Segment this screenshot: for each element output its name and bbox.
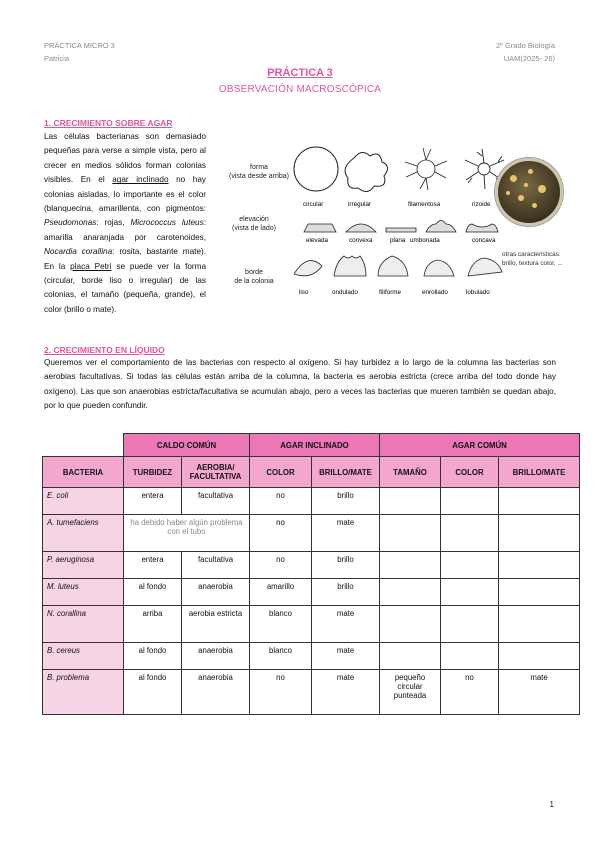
turbidez-cell: al fondo	[124, 670, 182, 715]
color-cell: no	[250, 488, 312, 515]
col-brillo: BRILLO/MATE	[312, 457, 380, 488]
author-name: Patricia	[44, 54, 70, 63]
aerobia-cell: anaerobia	[182, 670, 250, 715]
brillo2-cell	[499, 515, 580, 552]
elevacion-cap-1: convexa	[349, 237, 373, 244]
micrococcus-term: Micrococcus luteus	[130, 218, 204, 228]
bacteria-name: A. tumefaciens	[43, 515, 124, 552]
color-cell: no	[250, 670, 312, 715]
col-turbidez: TURBIDEZ	[124, 457, 182, 488]
color2-cell: no	[441, 670, 499, 715]
section2-heading: 2. CRECIMIENTO EN LÍQUIDO	[44, 345, 165, 355]
table-row	[43, 606, 580, 643]
forma-label: forma (vista desde arriba)	[229, 164, 289, 180]
filamentous-colony-icon	[405, 148, 447, 190]
brillo-cell: brillo	[312, 488, 380, 515]
borde-cap-1: ondulado	[332, 289, 358, 296]
bacteria-name: P. aeruginosa	[43, 552, 124, 579]
color2-cell	[441, 488, 499, 515]
color2-cell	[441, 643, 499, 670]
tamano-cell	[380, 552, 441, 579]
brillo2-cell	[499, 643, 580, 670]
col-brillo-2: BRILLO/MATE	[499, 457, 580, 488]
color2-cell	[441, 552, 499, 579]
tamano-cell	[380, 488, 441, 515]
tamano-cell	[380, 606, 441, 643]
caption-line: brillo, textura color, ...	[502, 260, 563, 267]
forma-cap-2: filamentosa	[408, 201, 441, 208]
turbidez-cell: arriba	[124, 606, 182, 643]
section2-paragraph: Queremos ver el comportamiento de las bacterias con respecto al oxígeno. Si hay turbidez a lo largo de la columna las bacterias son aerobias facultativas. Si todas las células están arriba de la columna, la bacteria es aerobia estricta (crece arriba del todo donde hay oxígeno). Las que son anaerobias estricta/facultativa se acumulan abajo, pero a veces las bacterias que mueren también se quedan abajo, por lo que pueden confundir.	[44, 358, 556, 411]
table-row	[43, 515, 580, 552]
col-color: COLOR	[250, 457, 312, 488]
color-cell: no	[250, 515, 312, 552]
brillo-cell: mate	[312, 606, 380, 643]
group-agar-comun: AGAR COMÚN	[380, 434, 580, 457]
table-row	[43, 670, 580, 715]
aerobia-cell: facultativa	[182, 488, 250, 515]
bacteria-name: N. corallina	[43, 606, 124, 643]
colony-drawings	[286, 144, 536, 319]
group-agar-inclinado: AGAR INCLINADO	[250, 434, 380, 457]
bacteria-name: M. luteus	[43, 579, 124, 606]
turbidez-cell: al fondo	[124, 643, 182, 670]
agar-inclinado-term: agar inclinado	[112, 175, 169, 185]
section1-paragraph	[44, 130, 206, 317]
col-aerobia: AEROBIA/ FACULTATIVA	[182, 457, 250, 488]
color2-cell	[441, 606, 499, 643]
text-span: se puede ver la forma (circular, borde liso o irregular) de las colonias, el tamaño (pequeña, grande), el color (brillo o mate).	[44, 261, 206, 314]
color-cell: amarillo	[250, 579, 312, 606]
brillo-cell: mate	[312, 643, 380, 670]
results-table	[42, 433, 580, 715]
forma-cap-3: rizoide	[472, 201, 491, 208]
tamano-cell	[380, 515, 441, 552]
brillo-cell: brillo	[312, 579, 380, 606]
merged-note-cell: ha debido haber algún problema con el tubo	[124, 515, 250, 552]
nocardia-term: Nocardia corallina	[44, 247, 113, 257]
page-title: PRÁCTICA 3	[267, 67, 333, 79]
table-group-header	[43, 434, 580, 457]
pseudomonas-term: Pseudomonas	[44, 218, 97, 228]
table-row	[43, 488, 580, 515]
brillo2-cell	[499, 579, 580, 606]
caption-line: otras caracteristicas:	[502, 251, 561, 258]
elevacion-cap-0: elevada	[306, 237, 329, 244]
text-span: : rojas,	[96, 218, 131, 228]
tamano-cell: pequeño circular punteada	[380, 670, 441, 715]
col-bacteria: BACTERIA	[43, 457, 124, 488]
color-cell: blanco	[250, 643, 312, 670]
bacteria-name: E. coli	[43, 488, 124, 515]
header-right	[496, 39, 555, 65]
degree-label: 2º Grado Biología	[495, 41, 555, 50]
brillo2-cell	[499, 488, 580, 515]
aerobia-cell: anaerobia	[182, 643, 250, 670]
color2-cell	[441, 579, 499, 606]
forma-cap-0: circular	[303, 201, 324, 208]
group-caldo: CALDO COMÚN	[124, 434, 250, 457]
table-row	[43, 552, 580, 579]
borde-cap-0: liso	[299, 289, 309, 296]
brillo-cell: brillo	[312, 552, 380, 579]
forma-cap-1: irregular	[348, 201, 372, 208]
color-cell: no	[250, 552, 312, 579]
circular-colony-icon	[294, 147, 338, 191]
borde-cap-2: filiforme	[379, 289, 402, 296]
elevation-icons	[304, 221, 498, 233]
header-left	[44, 39, 115, 65]
col-tamano: TAMAÑO	[380, 457, 441, 488]
borde-label: borde de la colonia	[234, 269, 274, 285]
color2-cell	[441, 515, 499, 552]
borde-cap-3: enrollado	[422, 289, 448, 296]
placa-petri-term: placa Petri	[70, 261, 112, 271]
table-row	[43, 579, 580, 606]
tamano-cell	[380, 643, 441, 670]
table-column-header	[43, 457, 580, 488]
brillo-cell: mate	[312, 670, 380, 715]
colony-morphology-figure	[224, 138, 586, 333]
tamano-cell	[380, 579, 441, 606]
text-span: no hay colonias aisladas, lo importante es el color (blanquecina, amarillenta, con pigmentos:	[44, 175, 207, 214]
aerobia-cell: anaerobia	[182, 579, 250, 606]
elevacion-cap-3: umbonada	[410, 237, 440, 244]
table-row	[43, 643, 580, 670]
other-characteristics-caption	[502, 250, 563, 268]
text-span: : amarilla anaranjada por carotenoides,	[44, 218, 206, 242]
turbidez-cell: al fondo	[124, 579, 182, 606]
brillo2-cell	[499, 606, 580, 643]
brillo2-cell: mate	[499, 670, 580, 715]
aerobia-cell: facultativa	[182, 552, 250, 579]
empty-corner	[43, 434, 124, 457]
turbidez-cell: entera	[124, 552, 182, 579]
page-subtitle: OBSERVACIÓN MACROSCÓPICA	[218, 84, 382, 95]
color-cell: blanco	[250, 606, 312, 643]
turbidez-cell: entera	[124, 488, 182, 515]
bacteria-name: B. cereus	[43, 643, 124, 670]
aerobia-cell: aerobia estricta	[182, 606, 250, 643]
elevacion-label: elevación (vista de lado)	[232, 216, 276, 232]
course-name: PRÁCTICA MICRO 3	[44, 41, 115, 50]
elevacion-cap-2: plana	[390, 237, 406, 244]
bacteria-name: B. problema	[43, 670, 124, 715]
text-span: Las células bacterianas son demasiado pequeñas para verse a simple vista, pero al crecer en medios sólidos forman colonias visibles. En el	[44, 132, 206, 185]
elevacion-cap-4: concava	[472, 237, 496, 244]
borde-cap-4: lobulado	[466, 289, 490, 296]
col-color-2: COLOR	[441, 457, 499, 488]
section1-heading: 1. CRECIMIENTO SOBRE AGAR	[44, 118, 173, 128]
border-icons	[294, 256, 502, 276]
petri-dish-photo	[495, 158, 563, 226]
page-number: 1	[549, 800, 554, 809]
brillo-cell: mate	[312, 515, 380, 552]
text-span: : rosita, bastante mate). En la	[44, 247, 206, 271]
brillo2-cell	[499, 552, 580, 579]
irregular-colony-icon	[345, 152, 387, 191]
year-label: UAM(2025- 26)	[503, 54, 555, 63]
